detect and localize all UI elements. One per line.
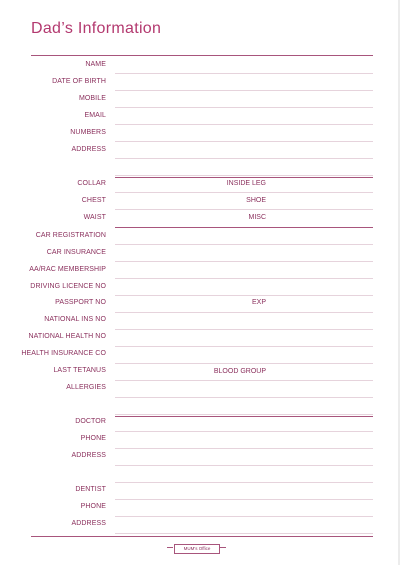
label-car-insurance: CAR INSURANCE [46, 249, 106, 256]
label-dentist-address: ADDRESS [71, 520, 106, 527]
doctor-field[interactable] [115, 431, 373, 432]
label-blood-group: BLOOD GROUP [213, 368, 266, 375]
label-address: ADDRESS [71, 146, 106, 153]
label-national-ins: NATIONAL INS NO [44, 316, 106, 323]
label-doctor-phone: PHONE [80, 435, 106, 442]
label-doctor: DOCTOR [75, 418, 106, 425]
section-rule-top [31, 55, 373, 56]
car-insurance-field[interactable] [115, 261, 373, 262]
passport-field[interactable] [115, 312, 373, 313]
last-tetanus-field[interactable] [115, 380, 373, 381]
label-doctor-address: ADDRESS [71, 452, 106, 459]
email-field[interactable] [115, 124, 373, 125]
aa-rac-field[interactable] [115, 278, 373, 279]
label-name: NAME [85, 61, 106, 68]
section-rule-doctor [115, 416, 373, 417]
label-mobile: MOBILE [78, 95, 106, 102]
label-numbers: NUMBERS [70, 129, 106, 136]
label-misc: MISC [248, 214, 266, 221]
mobile-field[interactable] [115, 107, 373, 108]
label-email: EMAIL [84, 112, 106, 119]
label-chest: CHEST [81, 197, 106, 204]
numbers-field[interactable] [115, 141, 373, 142]
name-field[interactable] [115, 73, 373, 74]
doctor-address-field[interactable] [115, 465, 373, 466]
label-aa-rac: AA/RAC MEMBERSHIP [29, 266, 106, 273]
address-field[interactable] [115, 158, 373, 159]
address-field-2[interactable] [115, 175, 373, 176]
doctor-phone-field[interactable] [115, 448, 373, 449]
label-dob: DATE OF BIRTH [52, 78, 106, 85]
label-dentist-phone: PHONE [80, 503, 106, 510]
section-rule-vehicle [115, 227, 373, 228]
label-waist: WAIST [83, 214, 106, 221]
label-exp: EXP [251, 299, 266, 306]
label-dentist: DENTIST [75, 486, 106, 493]
car-registration-field[interactable] [115, 244, 373, 245]
national-health-field[interactable] [115, 346, 373, 347]
label-inside-leg: INSIDE LEG [226, 180, 266, 187]
allergies-field[interactable] [115, 397, 373, 398]
label-national-health: NATIONAL HEALTH NO [28, 333, 106, 340]
section-rule-measurements [115, 177, 373, 178]
dob-field[interactable] [115, 90, 373, 91]
label-last-tetanus: LAST TETANUS [53, 367, 106, 374]
chest-field[interactable] [115, 209, 373, 210]
label-car-registration: CAR REGISTRATION [35, 232, 106, 239]
allergies-field-2[interactable] [115, 414, 373, 415]
driving-licence-field[interactable] [115, 295, 373, 296]
dentist-phone-field[interactable] [115, 516, 373, 517]
label-shoe: SHOE [246, 197, 266, 204]
brand-logo: MUM's Office [174, 544, 220, 554]
logo-line-right [220, 547, 226, 548]
dentist-field[interactable] [115, 499, 373, 500]
label-allergies: ALLERGIES [66, 384, 106, 391]
collar-field[interactable] [115, 192, 373, 193]
dentist-address-field[interactable] [115, 533, 373, 534]
label-driving-licence: DRIVING LICENCE NO [30, 283, 106, 290]
label-passport: PASSPORT NO [55, 299, 106, 306]
label-collar: COLLAR [77, 180, 106, 187]
page-title: Dad’s Information [31, 20, 162, 37]
label-health-insurance: HEALTH INSURANCE CO [21, 350, 106, 357]
health-insurance-field[interactable] [115, 363, 373, 364]
doctor-address-field-2[interactable] [115, 482, 373, 483]
section-rule-bottom [31, 536, 373, 537]
national-ins-field[interactable] [115, 329, 373, 330]
logo-line-left [167, 547, 173, 548]
